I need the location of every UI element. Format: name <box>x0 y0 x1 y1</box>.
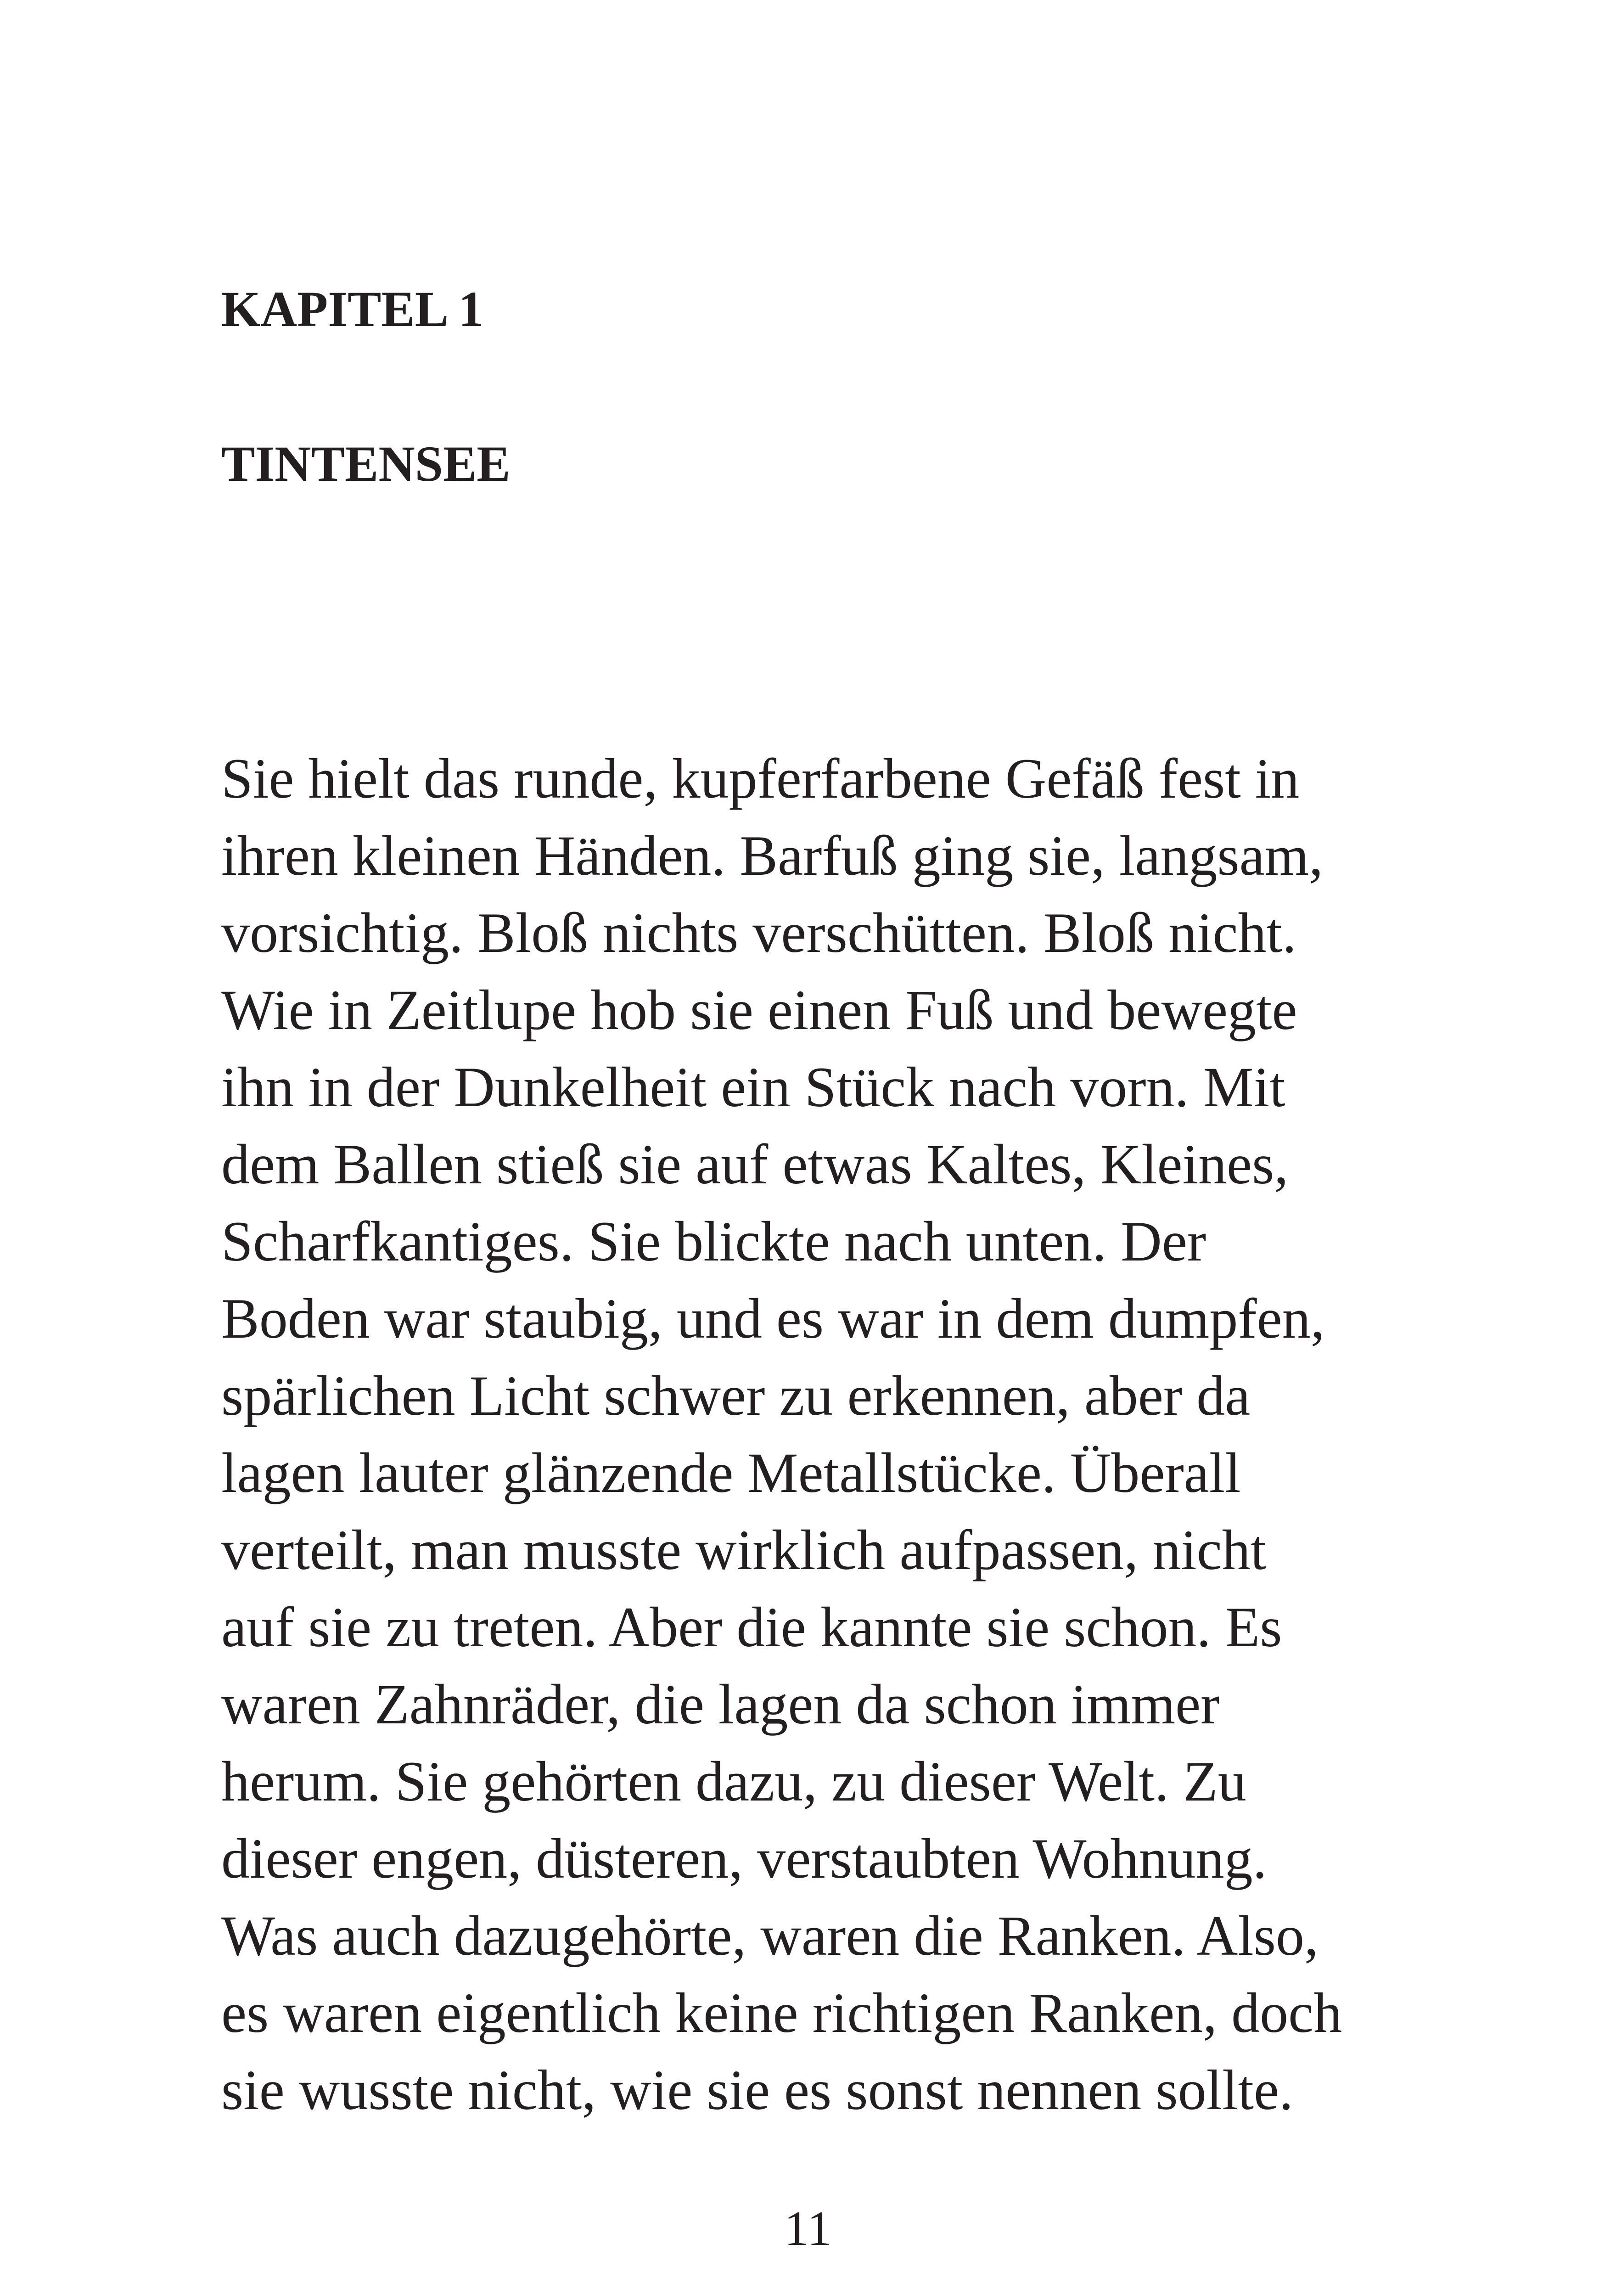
text-line: Wie in Zeitlupe hob sie einen Fuß und bewegte <box>221 979 1297 1041</box>
text-line: Boden war staubig, und es war in dem dumpfen, <box>221 1287 1325 1350</box>
body-text <box>221 740 1342 2129</box>
text-line: dieser engen, düsteren, verstaubten Wohnung. <box>221 1827 1267 1890</box>
text-line: ihn in der Dunkelheit ein Stück nach vorn. Mit <box>221 1056 1285 1119</box>
text-line: sie wusste nicht, wie sie es sonst nennen sollte. <box>221 2059 1293 2122</box>
chapter-label: KAPITEL 1 <box>221 281 484 337</box>
text-line: Scharfkantiges. Sie blickte nach unten. Der <box>221 1210 1206 1273</box>
text-line: lagen lauter glänzende Metallstücke. Überall <box>221 1441 1241 1504</box>
text-line: verteilt, man musste wirklich aufpassen, nicht <box>221 1519 1267 1581</box>
text-line: es waren eigentlich keine richtigen Ranken, doch <box>221 1981 1342 2044</box>
text-line: vorsichtig. Bloß nichts verschütten. Bloß nicht. <box>221 901 1296 964</box>
text-line: herum. Sie gehörten dazu, zu dieser Welt. Zu <box>221 1750 1246 1813</box>
text-line: spärlichen Licht schwer zu erkennen, aber da <box>221 1364 1251 1427</box>
page-number: 11 <box>784 2201 832 2256</box>
text-line: dem Ballen stieß sie auf etwas Kaltes, Kleines, <box>221 1133 1289 1196</box>
chapter-title: TINTENSEE <box>221 436 511 492</box>
text-line: Sie hielt das runde, kupferfarbene Gefäß fest in <box>221 747 1300 810</box>
text-line: ihren kleinen Händen. Barfuß ging sie, langsam, <box>221 824 1324 887</box>
text-line: Was auch dazugehörte, waren die Ranken. Also, <box>221 1904 1319 1967</box>
text-line: waren Zahnräder, die lagen da schon immer <box>221 1673 1220 1736</box>
text-line: auf sie zu treten. Aber die kannte sie schon. Es <box>221 1596 1282 1659</box>
